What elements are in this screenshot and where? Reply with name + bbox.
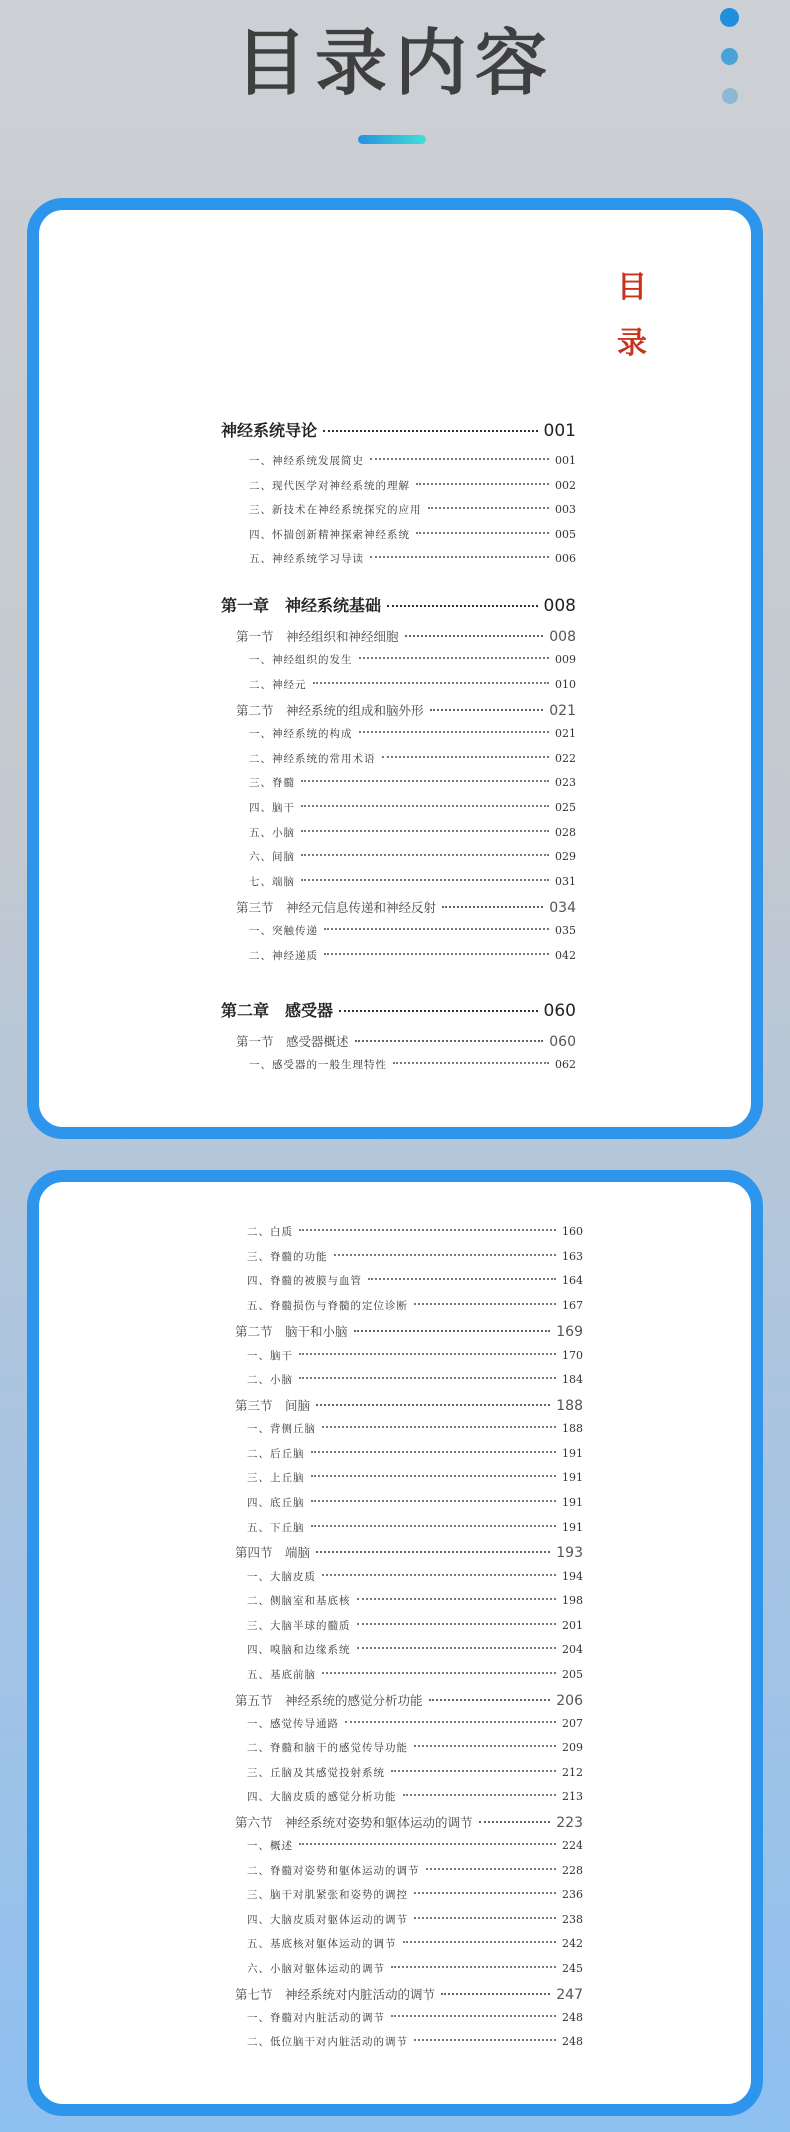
toc-page-number: 060 [543, 1001, 576, 1021]
toc-label: 四、大脑皮质的感觉分析功能 [247, 1791, 397, 1803]
dot-leader [479, 1821, 551, 1823]
dot-leader [301, 780, 549, 782]
dot-leader [357, 1623, 557, 1625]
toc-label: 第二节 神经系统的组成和脑外形 [236, 703, 424, 718]
toc-page-number: 228 [562, 1864, 583, 1877]
toc-label: 三、新技术在神经系统探究的应用 [249, 504, 422, 516]
toc-page-number: 169 [556, 1324, 583, 1340]
toc-page-number: 206 [556, 1693, 583, 1709]
toc-label: 二、脊髓对姿势和躯体运动的调节 [247, 1865, 420, 1877]
toc-page-number: 005 [555, 528, 576, 541]
toc-page-number: 170 [562, 1349, 583, 1362]
toc-item [247, 1372, 583, 1387]
toc-page-number: 248 [562, 2035, 583, 2048]
toc-label: 五、脊髓损伤与脊髓的定位诊断 [247, 1300, 408, 1312]
dot-leader [324, 953, 549, 955]
toc-page-number: 009 [555, 653, 576, 666]
dot-leader [368, 1278, 556, 1280]
toc-label: 二、脊髓和脑干的感觉传导功能 [247, 1742, 408, 1754]
toc-item [247, 1421, 583, 1436]
toc-label: 三、脊髓 [249, 777, 295, 789]
toc-label: 二、侧脑室和基底核 [247, 1595, 351, 1607]
toc-label: 三、丘脑及其感觉投射系统 [247, 1767, 385, 1779]
toc-page-number: 001 [543, 421, 576, 441]
toc-label: 三、脊髓的功能 [247, 1251, 328, 1263]
toc-page-number: 035 [555, 924, 576, 937]
toc-item [247, 1446, 583, 1461]
dot-leader [403, 1794, 557, 1796]
toc-page-number: 160 [562, 1225, 583, 1238]
toc-item [249, 800, 576, 815]
dot-leader [391, 1966, 556, 1968]
toc-label: 三、大脑半球的髓质 [247, 1620, 351, 1632]
toc-page-number: 238 [562, 1913, 583, 1926]
toc-list-1 [39, 210, 751, 1127]
dot-leader [441, 1993, 550, 1995]
toc-label: 二、神经系统的常用术语 [249, 753, 376, 765]
toc-item [247, 1887, 583, 1902]
dot-leader [357, 1598, 557, 1600]
toc-label: 一、感觉传导通路 [247, 1718, 339, 1730]
dot-leader [322, 1672, 556, 1674]
toc-page-number: 205 [562, 1668, 583, 1681]
toc-section [235, 1985, 583, 2003]
toc-label: 第三节 神经元信息传递和神经反射 [236, 900, 437, 915]
toc-page-number: 193 [556, 1545, 583, 1561]
toc-page-number: 247 [556, 1987, 583, 2003]
toc-page-number: 021 [555, 727, 576, 740]
toc-label: 一、神经系统的构成 [249, 728, 353, 740]
toc-label: 二、神经元 [249, 679, 307, 691]
dot-leader [359, 657, 550, 659]
toc-page-number: 198 [562, 1594, 583, 1607]
dot-leader [391, 2015, 556, 2017]
toc-page-number: 164 [562, 1274, 583, 1287]
toc-item [247, 1224, 583, 1239]
toc-label: 一、感受器的一般生理特性 [249, 1059, 387, 1071]
dot-leader [414, 1745, 556, 1747]
dot-leader [370, 556, 549, 558]
toc-label: 七、端脑 [249, 876, 295, 888]
toc-page-number: 008 [543, 596, 576, 616]
toc-section [236, 701, 576, 719]
toc-item [247, 2010, 583, 2025]
toc-item [247, 1348, 583, 1363]
toc-label: 一、神经组织的发生 [249, 654, 353, 666]
toc-item [247, 1912, 583, 1927]
toc-label: 一、脊髓对内脏活动的调节 [247, 2012, 385, 2024]
toc-label: 四、底丘脑 [247, 1497, 305, 1509]
toc-item [247, 1249, 583, 1264]
toc-page-number: 021 [549, 703, 576, 719]
toc-page-number: 001 [555, 454, 576, 467]
toc-page-number: 207 [562, 1717, 583, 1730]
toc-item [249, 502, 576, 517]
dot-leader [311, 1500, 557, 1502]
toc-section [235, 1396, 583, 1414]
dot-leader [311, 1451, 557, 1453]
toc-label: 一、突触传递 [249, 925, 318, 937]
toc-label: 一、脑干 [247, 1350, 293, 1362]
toc-section [235, 1543, 583, 1561]
toc-label: 第七节 神经系统对内脏活动的调节 [235, 1987, 436, 2002]
decor-dot-3 [722, 88, 738, 104]
toc-label: 五、下丘脑 [247, 1522, 305, 1534]
toc-chapter [221, 418, 576, 441]
toc-section [235, 1691, 583, 1709]
toc-item [247, 1936, 583, 1951]
dot-leader [299, 1353, 556, 1355]
dot-leader [316, 1551, 550, 1553]
page-title: 目录内容 [234, 21, 555, 105]
dot-leader [334, 1254, 557, 1256]
toc-label: 二、低位脑干对内脏活动的调节 [247, 2036, 408, 2048]
toc-page-number: 188 [556, 1398, 583, 1414]
toc-page-number: 002 [555, 479, 576, 492]
toc-label: 第二节 脑干和小脑 [235, 1324, 348, 1339]
toc-page-number: 191 [562, 1471, 583, 1484]
dot-leader [339, 1010, 538, 1012]
dot-leader [403, 1941, 557, 1943]
toc-page-number: 194 [562, 1570, 583, 1583]
toc-item [249, 874, 576, 889]
dot-leader [324, 928, 549, 930]
toc-item [249, 923, 576, 938]
dot-leader [345, 1721, 556, 1723]
toc-page-number: 042 [555, 949, 576, 962]
toc-page-number: 188 [562, 1422, 583, 1435]
toc-label: 五、小脑 [249, 827, 295, 839]
dot-leader [428, 507, 550, 509]
toc-item [249, 677, 576, 692]
dot-leader [299, 1229, 556, 1231]
toc-label: 三、上丘脑 [247, 1472, 305, 1484]
toc-chapter [221, 998, 576, 1021]
toc-label: 第三节 间脑 [235, 1398, 311, 1413]
dot-leader [301, 854, 549, 856]
dot-leader [416, 532, 549, 534]
toc-item [247, 2034, 583, 2049]
toc-page-number: 022 [555, 752, 576, 765]
toc-list-2 [39, 1182, 751, 2104]
toc-label: 第六节 神经系统对姿势和躯体运动的调节 [235, 1815, 473, 1830]
toc-item [249, 825, 576, 840]
dot-leader [416, 483, 549, 485]
decor-dot-1 [720, 8, 739, 27]
toc-item [247, 1495, 583, 1510]
toc-card-1 [27, 198, 763, 1139]
toc-card-2 [27, 1170, 763, 2116]
toc-section [235, 1813, 583, 1831]
toc-label: 第一章 神经系统基础 [221, 596, 382, 615]
toc-page-number: 008 [549, 629, 576, 645]
toc-page-number: 029 [555, 850, 576, 863]
toc-label: 二、白质 [247, 1226, 293, 1238]
toc-page-number: 209 [562, 1741, 583, 1754]
dot-leader [301, 830, 549, 832]
dot-leader [311, 1525, 557, 1527]
toc-page-number: 212 [562, 1766, 583, 1779]
toc-page-number: 191 [562, 1496, 583, 1509]
toc-label: 二、后丘脑 [247, 1448, 305, 1460]
toc-page-number: 025 [555, 801, 576, 814]
toc-page-number: 204 [562, 1643, 583, 1656]
toc-item [249, 775, 576, 790]
title-underline [358, 135, 426, 144]
toc-label: 一、神经系统发展简史 [249, 455, 364, 467]
dot-leader [301, 879, 549, 881]
toc-item [247, 1789, 583, 1804]
dot-leader [387, 605, 538, 607]
toc-item [249, 527, 576, 542]
toc-section [236, 898, 576, 916]
toc-item [249, 478, 576, 493]
toc-page-number: 191 [562, 1447, 583, 1460]
toc-label: 四、脑干 [249, 802, 295, 814]
dot-leader [414, 1303, 556, 1305]
toc-label: 二、现代医学对神经系统的理解 [249, 480, 410, 492]
toc-page-number: 245 [562, 1962, 583, 1975]
toc-page-number: 031 [555, 875, 576, 888]
toc-label: 第五节 神经系统的感觉分析功能 [235, 1693, 423, 1708]
toc-page-number: 236 [562, 1888, 583, 1901]
dot-leader [313, 682, 550, 684]
dot-leader [299, 1377, 556, 1379]
dot-leader [391, 1770, 556, 1772]
dot-leader [414, 2039, 556, 2041]
toc-page-number: 034 [549, 900, 576, 916]
toc-label: 第一节 神经组织和神经细胞 [236, 629, 399, 644]
toc-item [247, 1863, 583, 1878]
toc-item [249, 849, 576, 864]
toc-item [247, 1273, 583, 1288]
toc-item [249, 1057, 576, 1072]
decor-dot-2 [721, 48, 738, 65]
toc-label: 五、神经系统学习导读 [249, 553, 364, 565]
toc-item [247, 1740, 583, 1755]
toc-chapter [221, 593, 576, 616]
toc-page-number: 167 [562, 1299, 583, 1312]
toc-label: 五、基底核对躯体运动的调节 [247, 1938, 397, 1950]
dot-leader [426, 1868, 557, 1870]
toc-label: 四、脊髓的被膜与血管 [247, 1275, 362, 1287]
toc-label: 五、基底前脑 [247, 1669, 316, 1681]
toc-label: 六、间脑 [249, 851, 295, 863]
dot-leader [359, 731, 550, 733]
toc-label: 二、神经递质 [249, 950, 318, 962]
toc-section [235, 1322, 583, 1340]
toc-page-number: 062 [555, 1058, 576, 1071]
toc-item [247, 1961, 583, 1976]
toc-page-number: 028 [555, 826, 576, 839]
toc-label: 神经系统导论 [221, 421, 318, 440]
toc-item [249, 751, 576, 766]
toc-item [247, 1642, 583, 1657]
toc-label: 四、嗅脑和边缘系统 [247, 1644, 351, 1656]
toc-label: 一、概述 [247, 1840, 293, 1852]
toc-item [249, 453, 576, 468]
toc-label: 二、小脑 [247, 1374, 293, 1386]
toc-page-number: 163 [562, 1250, 583, 1263]
toc-page-number: 224 [562, 1839, 583, 1852]
toc-section [236, 627, 576, 645]
dot-leader [414, 1892, 556, 1894]
toc-label: 六、小脑对躯体运动的调节 [247, 1963, 385, 1975]
dot-leader [393, 1062, 549, 1064]
toc-item [247, 1569, 583, 1584]
toc-item [247, 1593, 583, 1608]
dot-leader [299, 1843, 556, 1845]
toc-item [247, 1667, 583, 1682]
toc-page-number: 201 [562, 1619, 583, 1632]
toc-item [247, 1838, 583, 1853]
toc-page-number: 023 [555, 776, 576, 789]
toc-item [249, 726, 576, 741]
toc-page-number: 003 [555, 503, 576, 516]
toc-label: 四、怀揣创新精神探索神经系统 [249, 529, 410, 541]
toc-item [249, 948, 576, 963]
dot-leader [442, 906, 543, 908]
dot-leader [322, 1426, 556, 1428]
toc-label: 第二章 感受器 [221, 1001, 334, 1020]
mulu-char-2: 录 [617, 326, 647, 361]
toc-page-number: 184 [562, 1373, 583, 1386]
toc-label: 一、大脑皮质 [247, 1571, 316, 1583]
toc-label: 第四节 端脑 [235, 1545, 311, 1560]
toc-page-number: 248 [562, 2011, 583, 2024]
toc-item [247, 1470, 583, 1485]
dot-leader [316, 1404, 550, 1406]
dot-leader [414, 1917, 556, 1919]
toc-page-number: 242 [562, 1937, 583, 1950]
toc-page-number: 213 [562, 1790, 583, 1803]
dot-leader [429, 1699, 551, 1701]
toc-item [247, 1716, 583, 1731]
dot-leader [405, 635, 544, 637]
toc-label: 一、背侧丘脑 [247, 1423, 316, 1435]
toc-item [247, 1765, 583, 1780]
toc-page-number: 223 [556, 1815, 583, 1831]
toc-label: 四、大脑皮质对躯体运动的调节 [247, 1914, 408, 1926]
toc-label: 第一节 感受器概述 [236, 1034, 349, 1049]
dot-leader [370, 458, 549, 460]
dot-leader [357, 1647, 557, 1649]
dot-leader [382, 756, 550, 758]
dot-leader [355, 1040, 544, 1042]
toc-label: 三、脑干对肌紧张和姿势的调控 [247, 1889, 408, 1901]
toc-item [247, 1618, 583, 1633]
toc-section [236, 1032, 576, 1050]
dot-leader [354, 1330, 551, 1332]
mulu-char-1: 目 [617, 270, 647, 305]
toc-item [249, 652, 576, 667]
toc-page-number: 010 [555, 678, 576, 691]
dot-leader [311, 1475, 557, 1477]
toc-page-number: 060 [549, 1034, 576, 1050]
toc-page-number: 191 [562, 1521, 583, 1534]
dot-leader [322, 1574, 556, 1576]
dot-leader [301, 805, 549, 807]
toc-item [247, 1520, 583, 1535]
toc-item [247, 1298, 583, 1313]
dot-leader [430, 709, 544, 711]
dot-leader [323, 430, 538, 432]
toc-page-number: 006 [555, 552, 576, 565]
toc-item [249, 551, 576, 566]
